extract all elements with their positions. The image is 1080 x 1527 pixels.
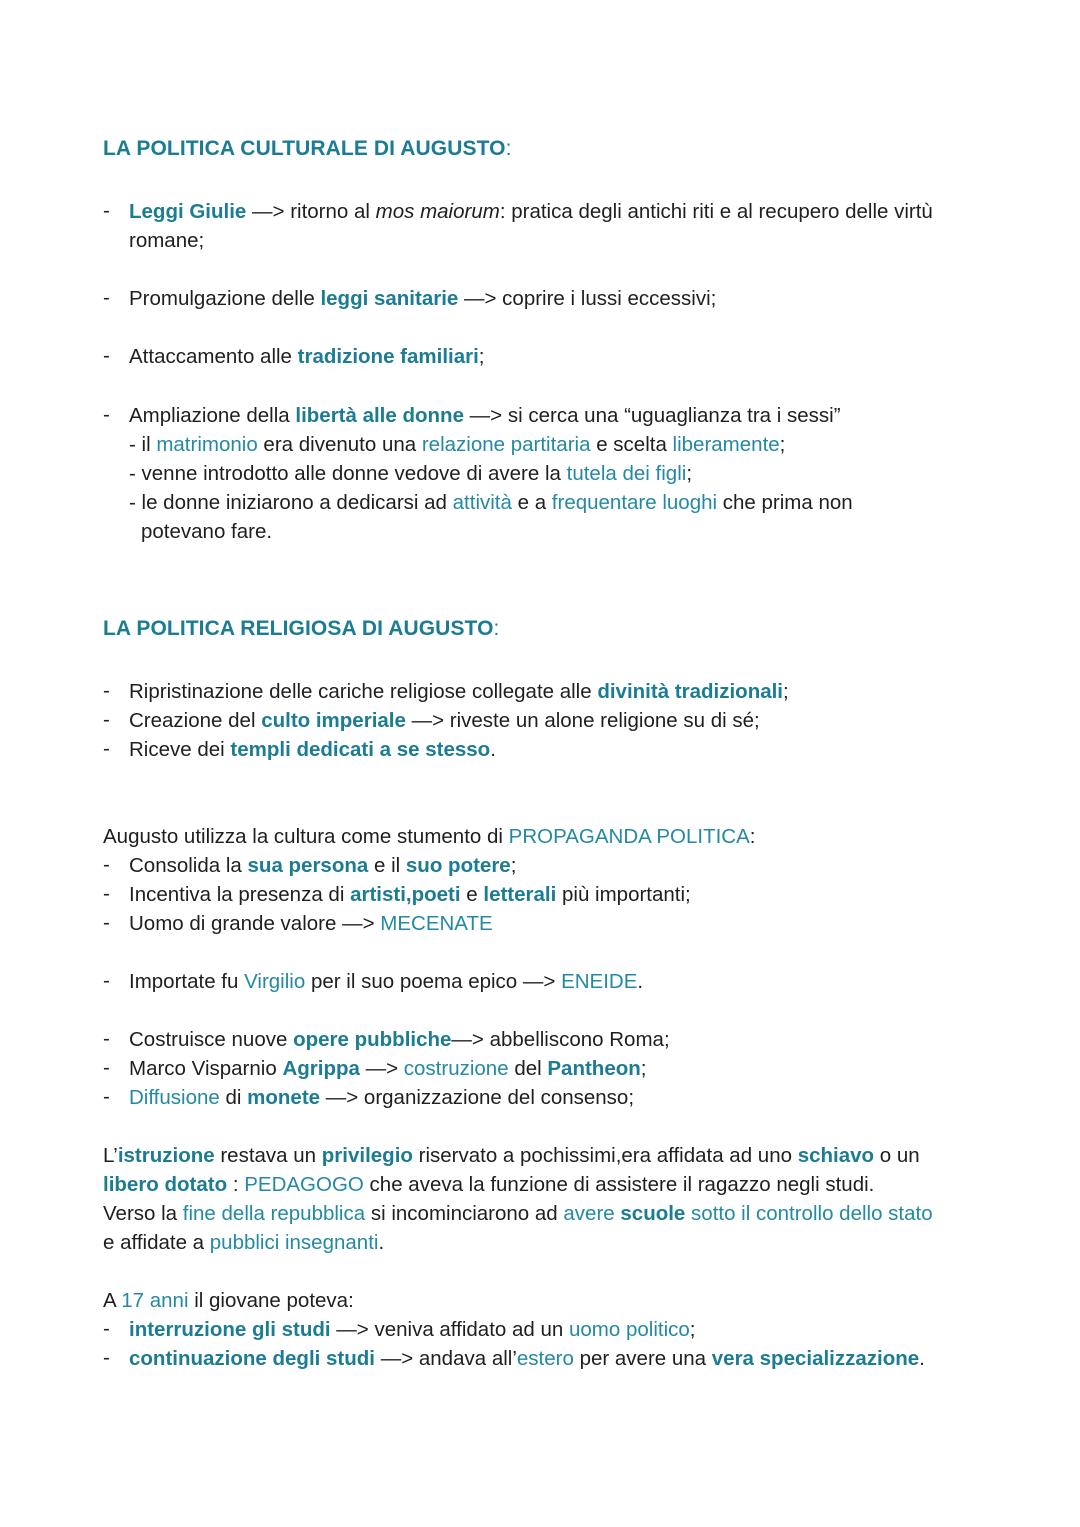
paragraph-istruzione-line3: Verso la fine della repubblica si incominciarono ad avere scuole sotto il controllo dello stato — [103, 1202, 933, 1225]
paragraph-istruzione-line1: L’istruzione restava un privilegio riservato a pochissimi,era affidata ad uno schiavo o un — [103, 1144, 920, 1167]
list-item-continuazione: continuazione degli studi —> andava all’estero per avere una vera specializzazione. — [129, 1347, 925, 1370]
sub-item-matrimonio: - il matrimonio era divenuto una relazione partitaria e scelta liberamente; — [129, 433, 786, 456]
bullet-dash: - — [103, 737, 110, 760]
bullet-dash: - — [103, 882, 110, 905]
bullet-dash: - — [103, 1027, 110, 1050]
paragraph-istruzione-line4: e affidate a pubblici insegnanti. — [103, 1231, 385, 1254]
bullet-dash: - — [103, 1346, 110, 1369]
list-item-continuation: romane; — [129, 229, 205, 252]
list-item-templi: Riceve dei templi dedicati a se stesso. — [129, 738, 496, 761]
bullet-dash: - — [103, 199, 110, 222]
list-item-opere: Costruisce nuove opere pubbliche—> abbelliscono Roma; — [129, 1028, 670, 1051]
sub-item-vedove: - venne introdotto alle donne vedove di avere la tutela dei figli; — [129, 462, 693, 485]
section-title-culturale: LA POLITICA CULTURALE DI AUGUSTO: — [103, 137, 512, 160]
bullet-dash: - — [103, 969, 110, 992]
list-item-virgilio: Importate fu Virgilio per il suo poema epico —> ENEIDE. — [129, 970, 644, 993]
bullet-dash: - — [103, 853, 110, 876]
list-item-incentiva: Incentiva la presenza di artisti,poeti e letterali più importanti; — [129, 883, 691, 906]
paragraph-17-anni: A 17 anni il giovane poteva: — [103, 1289, 354, 1312]
paragraph-propaganda: Augusto utilizza la cultura come stumento di PROPAGANDA POLITICA: — [103, 825, 756, 848]
list-item-leggi-giulie: Leggi Giulie —> ritorno al mos maiorum: pratica degli antichi riti e al recupero delle virtù — [129, 200, 933, 223]
bullet-dash: - — [103, 403, 110, 426]
list-item-mecenate: Uomo di grande valore —> MECENATE — [129, 912, 493, 935]
sub-item-attivita: - le donne iniziarono a dedicarsi ad attività e a frequentare luoghi che prima non — [129, 491, 853, 514]
section-title-religiosa: LA POLITICA RELIGIOSA DI AUGUSTO: — [103, 617, 500, 640]
list-item-liberta-donne: Ampliazione della libertà alle donne —> si cerca una “uguaglianza tra i sessi” — [129, 404, 841, 427]
paragraph-istruzione-line2: libero dotato : PEDAGOGO che aveva la funzione di assistere il ragazzo negli studi. — [103, 1173, 875, 1196]
list-item-tradizione: Attaccamento alle tradizione familiari; — [129, 345, 485, 368]
sub-item-continuation: potevano fare. — [141, 520, 273, 543]
list-item-ripristinazione: Ripristinazione delle cariche religiose collegate alle divinità tradizionali; — [129, 680, 789, 703]
list-item-leggi-sanitarie: Promulgazione delle leggi sanitarie —> coprire i lussi eccessivi; — [129, 287, 717, 310]
list-item-culto: Creazione del culto imperiale —> riveste un alone religione su di sé; — [129, 709, 760, 732]
list-item-monete: Diffusione di monete —> organizzazione del consenso; — [129, 1086, 635, 1109]
bullet-dash: - — [103, 679, 110, 702]
bullet-dash: - — [103, 1085, 110, 1108]
bullet-dash: - — [103, 1317, 110, 1340]
bullet-dash: - — [103, 708, 110, 731]
bullet-dash: - — [103, 344, 110, 367]
bullet-dash: - — [103, 286, 110, 309]
bullet-dash: - — [103, 911, 110, 934]
list-item-interruzione: interruzione gli studi —> veniva affidato ad un uomo politico; — [129, 1318, 696, 1341]
bullet-dash: - — [103, 1056, 110, 1079]
list-item-agrippa: Marco Visparnio Agrippa —> costruzione del Pantheon; — [129, 1057, 647, 1080]
list-item-consolida: Consolida la sua persona e il suo potere; — [129, 854, 517, 877]
